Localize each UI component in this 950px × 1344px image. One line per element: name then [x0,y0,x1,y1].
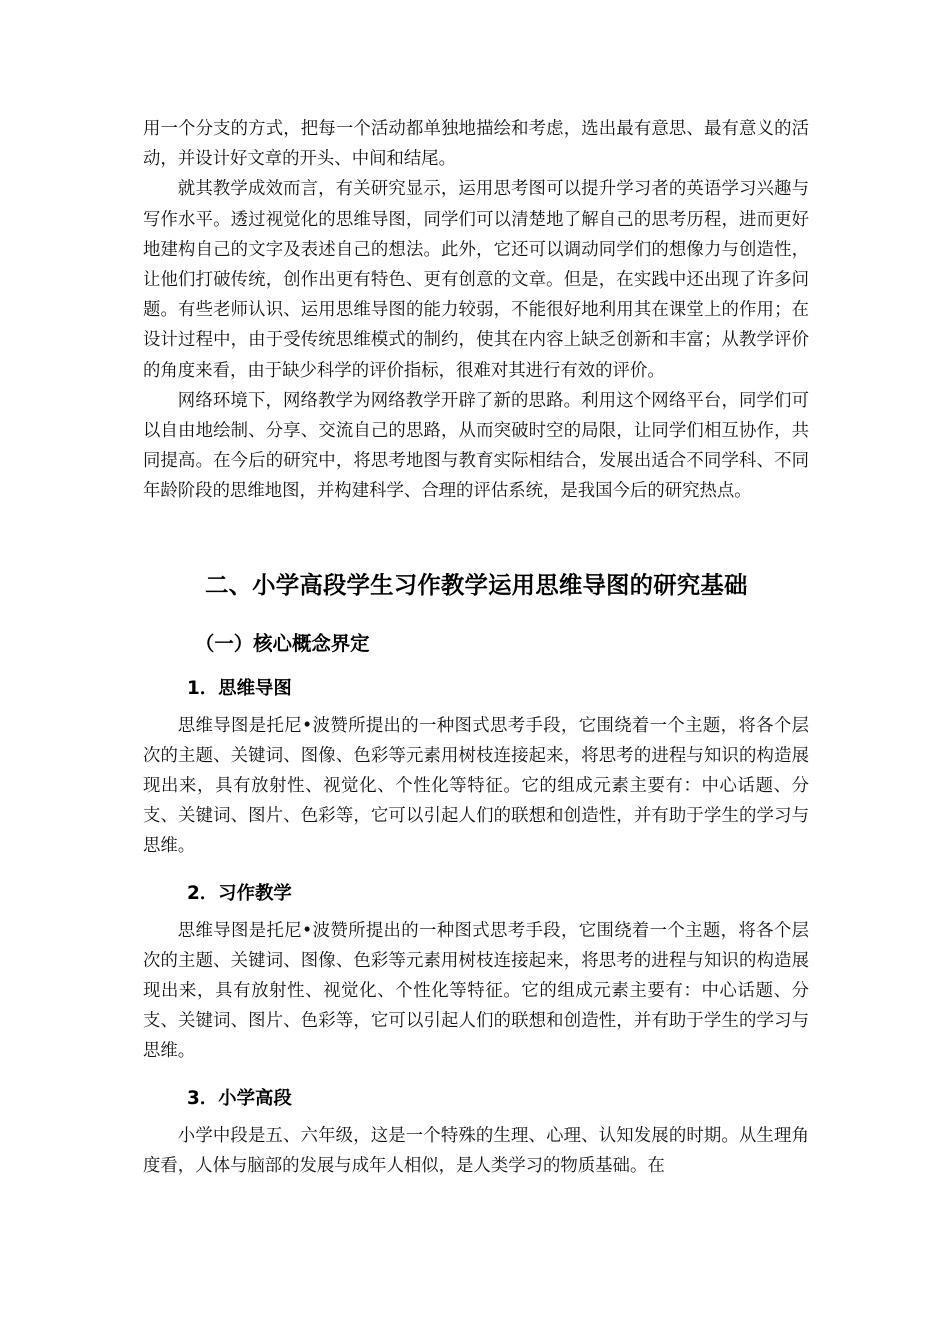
item-paragraph-upper-primary: 小学中段是五、六年级，这是一个特殊的生理、心理、认知发展的时期。从生理角度看，人体与脑部的发展与成年人相似，是人类学习的物质基础。在 [143,1125,809,1176]
item-paragraph-writing-teaching: 思维导图是托尼•波赞所提出的一种图式思考手段，它围绕着一个主题，将各个层次的主题、关键词、图像、色彩等元素用树枝连接起来，将思考的进程与知识的构造展现出来，具有放射性、视觉化、个性化等特征。它的组成元素主要有：中心话题、分支、关键词、图片、色彩等，它可以引起人们的联想和创造性，并有助于学生的学习与思维。 [143,920,809,1062]
item-title-mind-map: 1．思维导图 [187,677,292,699]
paragraph-intro-continuation: 用一个分支的方式，把每一个活动都单独地描绘和考虑，选出最有意思、最有意义的活动，并设计好文章的开头、中间和结尾。 [143,119,809,170]
item-title-upper-primary: 3．小学高段 [187,1087,292,1109]
document-body [143,114,809,1181]
paragraph-teaching-effect: 就其教学成效而言，有关研究显示，运用思考图可以提升学习者的英语学习兴趣与写作水平。透过视觉化的思维导图，同学们可以清楚地了解自己的思考历程，进而更好地建构自己的文字及表述自己的想法。此外，它还可以调动同学们的想像力与创造性，让他们打破传统，创作出更有特色、更有创意的文章。但是，在实践中还出现了许多问题。有些老师认识、运用思维导图的能力较弱，不能很好地利用其在课堂上的作用；在设计过程中，由于受传统思维模式的制约，使其在内容上缺乏创新和丰富；从教学评价的角度来看，由于缺少科学的评价指标，很难对其进行有效的评价。 [143,179,809,381]
paragraph-network-environment: 网络环境下，网络教学为网络教学开辟了新的思路。利用这个网络平台，同学们可以自由地绘制、分享、交流自己的思路，从而突破时空的局限，让同学们相互协作，共同提高。在今后的研究中，将思考地图与教育实际相结合，发展出适合不同学科、不同年龄阶段的思维地图，并构建科学、合理的评估系统，是我国今后的研究热点。 [143,390,809,502]
item-title-writing-teaching: 2．习作教学 [187,882,292,904]
section-title: 二、小学高段学生习作教学运用思维导图的研究基础 [205,570,748,599]
subsection-title: （一）核心概念界定 [195,631,370,655]
item-paragraph-mind-map: 思维导图是托尼•波赞所提出的一种图式思考手段，它围绕着一个主题，将各个层次的主题、关键词、图像、色彩等元素用树枝连接起来，将思考的进程与知识的构造展现出来，具有放射性、视觉化、个性化等特征。它的组成元素主要有：中心话题、分支、关键词、图片、色彩等，它可以引起人们的联想和创造性，并有助于学生的学习与思维。 [143,715,809,857]
